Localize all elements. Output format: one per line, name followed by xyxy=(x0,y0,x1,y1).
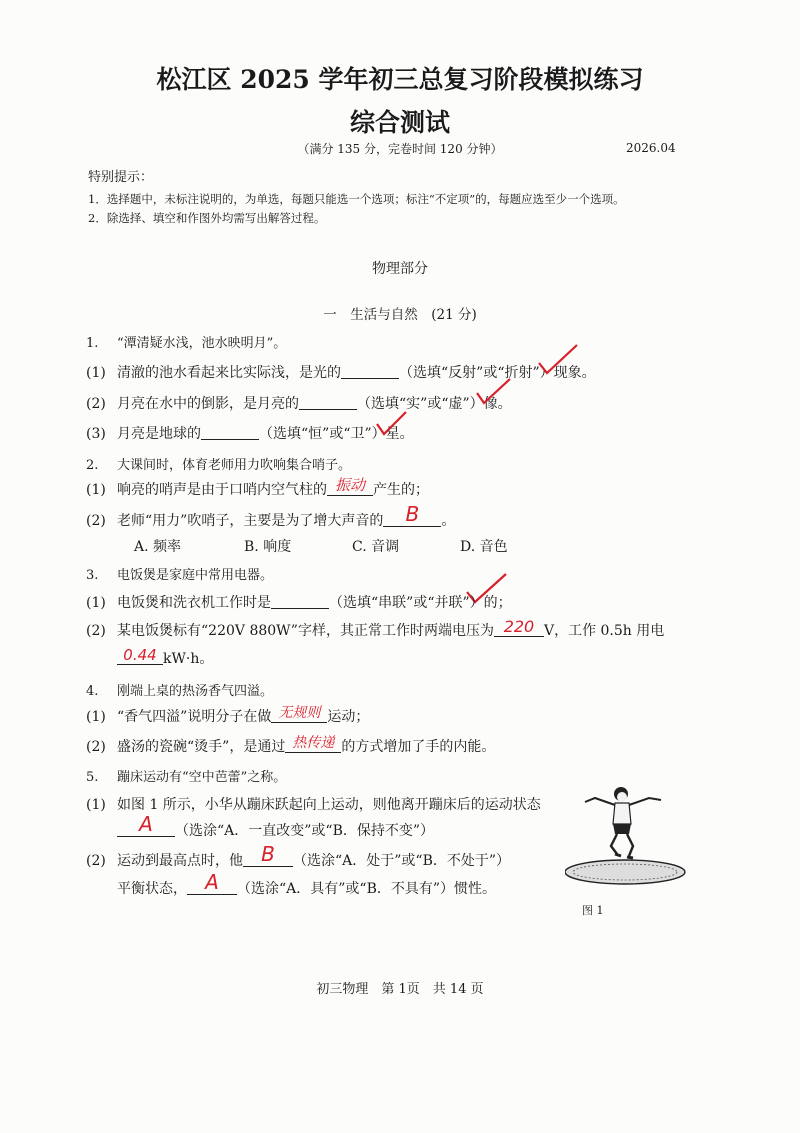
question-2-option-a: A. 频率 xyxy=(134,539,182,555)
handwritten-answer: 热传递 xyxy=(292,735,335,751)
handwritten-answer: B xyxy=(261,842,275,866)
question-2-stem: 2. 大课间时，体育老师用力吹响集合哨子。 xyxy=(86,458,352,473)
check-mark-icon xyxy=(474,377,514,407)
question-4-part-2: (2) 盛汤的瓷碗“烫手”，是通过 热传递 的方式增加了手的内能。 xyxy=(86,736,495,756)
question-5-part-1: (1) 如图 1 所示，小华从蹦床跃起向上运动，则他离开蹦床后的运动状态 xyxy=(86,797,541,813)
handwritten-answer: B xyxy=(405,502,420,526)
exam-title: 松江区 2025 学年初三总复习阶段模拟练习 xyxy=(156,65,644,94)
trampoline-figure xyxy=(565,780,690,898)
check-mark-icon xyxy=(535,343,583,377)
handwritten-answer: A xyxy=(205,870,219,894)
question-1-part-1: (1) 清澈的池水看起来比实际浅，是光的 （选填“反射”或“折射”）现象。 xyxy=(86,365,596,381)
answer-blank xyxy=(299,395,357,410)
check-mark-icon xyxy=(374,410,410,438)
question-2-option-c: C. 音调 xyxy=(352,539,400,555)
note-2: 2．除选择、填空和作图外均需写出解答过程。 xyxy=(88,211,326,225)
exam-info: （满分 135 分，完卷时间 120 分钟） xyxy=(297,142,503,156)
part-title: 一 生活与自然 (21 分) xyxy=(323,307,477,323)
handwritten-answer: 0.44 xyxy=(123,646,157,664)
question-3-part-2: (2) 某电饭煲标有“220V 880W”字样，其正常工作时两端电压为 220 V，工作 0.5h 用电 xyxy=(86,617,665,639)
exam-date: 2026.04 xyxy=(626,141,676,155)
question-4-stem: 4. 刚端上桌的热汤香气四溢。 xyxy=(86,684,274,699)
question-5-stem: 5. 蹦床运动有“空中芭蕾”之称。 xyxy=(86,770,287,785)
handwritten-answer: 振动 xyxy=(334,476,365,494)
question-2-part-2: (2) 老师“用力”吹哨子，主要是为了增大声音的 B 。 xyxy=(86,502,456,529)
question-3-part-1: (1) 电饭煲和洗衣机工作时是 （选填“串联”或“并联”）的； xyxy=(86,595,512,611)
question-2-option-d: D. 音色 xyxy=(460,539,508,555)
question-1-part-3: (3) 月亮是地球的 （选填“恒”或“卫”）星。 xyxy=(86,426,414,442)
page-footer: 初三物理 第 1页 共 14 页 xyxy=(316,982,484,997)
question-5-part-1-cont: A （选涂“A．一直改变”或“B．保持不变”） xyxy=(117,820,434,840)
answer-blank xyxy=(271,594,329,609)
figure-caption: 图 1 xyxy=(582,904,604,917)
question-3-stem: 3. 电饭煲是家庭中常用电器。 xyxy=(86,568,274,583)
question-1-part-2: (2) 月亮在水中的倒影，是月亮的 （选填“实”或“虚”）像。 xyxy=(86,396,512,412)
exam-subtitle: 综合测试 xyxy=(349,108,450,137)
answer-blank xyxy=(201,425,259,440)
section-title: 物理部分 xyxy=(372,261,428,277)
question-5-part-2-cont: 平衡状态， A （选涂“A．具有”或“B．不具有”）惯性。 xyxy=(117,870,497,897)
handwritten-answer: 220 xyxy=(503,617,535,636)
handwritten-answer: A xyxy=(139,812,153,836)
question-2-part-1: (1) 响亮的哨声是由于口哨内空气柱的 振动 产生的； xyxy=(86,476,429,498)
answer-blank xyxy=(341,364,399,379)
question-4-part-1: (1) “香气四溢”说明分子在做 无规则 运动； xyxy=(86,706,369,726)
question-1-stem: 1. “潭清疑水浅，池水映明月”。 xyxy=(86,336,287,351)
handwritten-answer: 无规则 xyxy=(278,705,321,721)
note-1: 1．选择题中，未标注说明的，为单选，每题只能选一个选项；标注“不定项”的，每题应选至少一个选项。 xyxy=(88,192,625,206)
question-3-part-2-cont: 0.44 kW·h。 xyxy=(117,648,213,668)
question-2-option-b: B. 响度 xyxy=(244,539,292,555)
notes-heading: 特别提示： xyxy=(88,170,154,185)
question-5-part-2: (2) 运动到最高点时，他 B （选涂“A．处于”或“B．不处于”） xyxy=(86,842,511,869)
